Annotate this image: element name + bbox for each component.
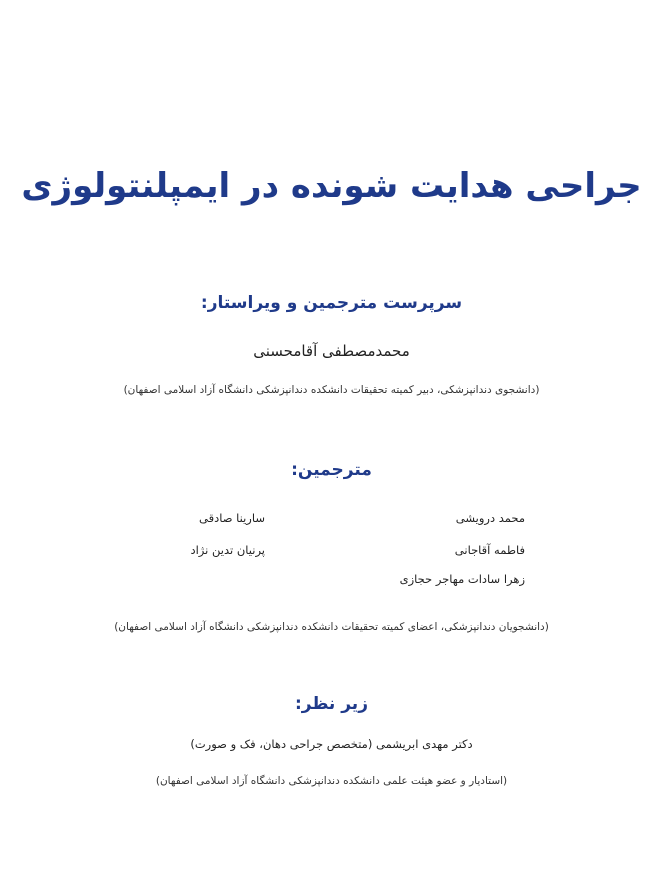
supervisor-name: دکتر مهدی ابریشمی (متخصص جراحی دهان، فک و صورت) <box>190 737 473 751</box>
lead-editor-affiliation: (دانشجوی دندانپزشکی، دبیر کمیته تحقیقات دانشکده دندانپزشکی دانشگاه آزاد اسلامی اصفهان) <box>123 384 540 396</box>
supervisor-affiliation: (استادیار و عضو هیئت علمی دانشکده دندانپزشکی دانشگاه آزاد اسلامی اصفهان) <box>155 775 508 787</box>
translator-name: محمد درویشی <box>455 511 525 525</box>
book-title: جراحی هدایت شونده در ایمپلنتولوژی <box>21 166 642 206</box>
lead-editor-heading: سرپرست مترجمین و ویراستار: <box>200 293 463 313</box>
supervision-heading: زیر نظر: <box>295 694 368 714</box>
translator-name: پرنیان تدین نژاد <box>190 543 265 557</box>
translator-name: زهرا سادات مهاجر حجازی <box>399 572 525 586</box>
translator-name: سارینا صادقی <box>199 511 265 525</box>
translator-name: فاطمه آقاجانی <box>454 543 525 557</box>
translators-affiliation: (دانشجویان دندانپزشکی، اعضای کمیته تحقیقات دانشکده دندانپزشکی دانشگاه آزاد اسلامی اصفهان) <box>114 621 549 633</box>
translators-heading: مترجمین: <box>291 460 372 480</box>
lead-editor-name: محمدمصطفی آقامحسنی <box>253 342 410 360</box>
